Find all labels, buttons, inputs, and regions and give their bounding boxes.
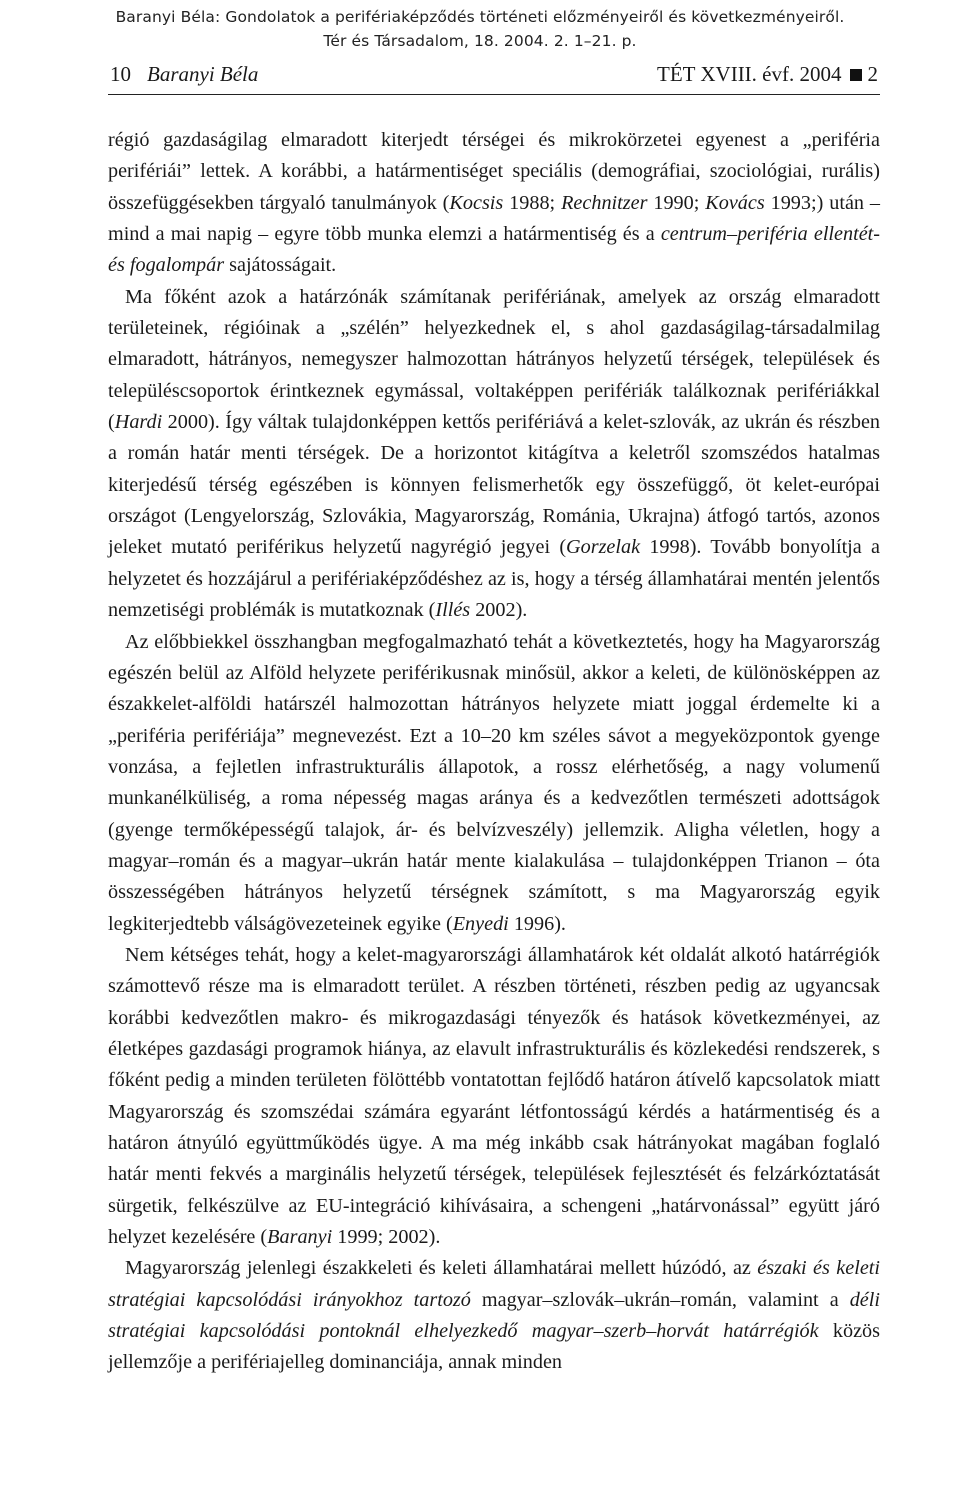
italic-run: Hardi (114, 411, 163, 434)
running-head-left (110, 62, 258, 87)
italic-run: Kovács (705, 191, 765, 214)
journal-issue: TÉT XVIII. évf. 2004 (657, 62, 842, 86)
text-run: Az előbbiekkel összhangban megfogalmazható tehát a következtetés, hogy ha Magyarország egészén belül az Alföld helyzete periférikusnak minősül, akkor a keleti, de különösképpen az északkelet-alföldi határszél halmozottan hátrányos helyzete miatt joggal érdemelte ki a „periféria perifériája” megnevezést. Ezt a 10–20 km széles sávot a megyeközpontok gyenge vonzása, a fejletlen infrastrukturális állapotok, a rossz elérhetőség, a nagy volumenű munkanélküliség, a roma népesség magas aránya és a kedvezőtlen természeti adottságok (gyenge termőképességű talajok, ár- és belvízveszély) jellemzik. Aligha véletlen, hogy a magyar–román és a magyar–ukrán határ mente kialakulása – tulajdonképpen Trianon – óta összességében hátrányos helyzetű térségnek számított, s ma Magyarország egyik legkiterjedtebb válságövezeteinek egyike ( (108, 630, 880, 935)
text-run: közös jellemzője a perifériajelleg dominanciája, annak minden (108, 1320, 880, 1374)
text-run: magyar–szlovák–ukrán–román, valamint a (470, 1288, 850, 1311)
page-number: 10 (110, 62, 131, 86)
italic-run: Baranyi (267, 1226, 333, 1249)
running-head (108, 60, 880, 95)
text-run: 1990; (647, 191, 706, 214)
italic-run: Gorzelak (566, 536, 641, 559)
italic-run: Rechnitzer (561, 191, 648, 214)
text-run: Magyarország jelenlegi északkeleti és keleti államhatárai mellett húzódó, az (125, 1257, 758, 1280)
paragraph-3 (108, 627, 880, 940)
text-run: 1988; (503, 191, 562, 214)
paragraph-1 (108, 125, 880, 282)
paragraph-2 (108, 282, 880, 627)
italic-run: déli stratégiai kapcsolódási pontoknál elhelyezkedő magyar–szerb–horvát határrégiók (108, 1288, 880, 1343)
text-run: régió gazdaságilag elmaradott kiterjedt térségei és mikrokörzetei egyenest a „periféria perifériái” lettek. A korábbi, a határmentiséget speciális (demográfiai, szociológiai, rurális) összefüggésekben tárgyaló tanulmányok ( (108, 129, 880, 214)
text-run: 1996). (508, 912, 566, 935)
paragraph-5 (108, 1253, 880, 1378)
text-run: Nem kétséges tehát, hogy a kelet-magyarországi államhatárok két oldalát alkotó határrégiók számottevő része ma is elmaradott terület. A részben történeti, részben pedig az ugyancsak korábbi kedvezőtlen makro- és mikrogazdasági tényezők és hatások következményei, az életképes gazdasági programok hiánya, az elavult infrastrukturális és közlekedési rendszerek, s főként pedig a minden területen fölöttébb vontatottan fejlődő határon átívelő kapcsolatok miatt Magyarország és szomszédai számára egyaránt létfontosságú kérdés a határmentiség és a határon átnyúló együttműködés ügye. A ma még inkább csak hátrányokat magában foglaló határ menti fekvés a marginális helyzetű térségek, települések fejlesztését és felzárkóztatását sürgetik, felkészülve az EU-integráció kihívásaira, a schengeni „határvonással” együtt járó helyzet kezelésére ( (108, 943, 880, 1249)
italic-run: Kocsis (449, 191, 504, 214)
text-run: 2000). Így váltak tulajdonképpen kettős perifériává a kelet-szlovák, az ukrán és részben a román határ menti térségek. De a horizontot kitágítva a keletről szomszédos hatalmas kiterjedésű térség egészében is könnyen felismerhetők egy összefüggő, öt kelet-európai országot (Lengyelország, Szlovákia, Magyarország, Románia, Ukrajna) átfogó tartós, azonos jeleket mutató periférikus helyzetű nagyrégió jegyei ( (108, 411, 880, 559)
text-run: 2002). (470, 599, 528, 622)
square-bullet-icon (850, 69, 862, 81)
text-run: Ma főként azok a határzónák számítanak perifériának, amelyek az ország elmaradott területeinek, régióinak a „szélén” helyezkednek el, s ahol gazdaságilag-társadalmilag elmaradott, hátrányos, nemegyszer halmozottan hátrányos helyzetű térségek, települések és településcsoportok érintkeznek egymással, voltaképpen perifériák találkoznak perifériákkal ( (108, 285, 880, 434)
paragraph-4 (108, 940, 880, 1253)
article-body (108, 125, 880, 1379)
citation-line-2: Tér és Társadalom, 18. 2004. 2. 1–21. p. (323, 32, 637, 50)
text-run: sajátosságait. (224, 254, 337, 277)
text-run: 1993;) után – mind a mai napig – egyre több munka elemzi a határmentiség és a (108, 191, 881, 246)
italic-run: Enyedi (452, 912, 509, 935)
italic-run: északi és keleti stratégiai kapcsolódási irányokhoz tartozó (108, 1257, 880, 1311)
italic-run: centrum–periféria ellentét- és fogalompár (108, 223, 881, 277)
italic-run: Illés (435, 599, 471, 622)
text-run: 1998). Tovább bonyolítja a helyzetet és hozzájárul a perifériaképződéshez az is, hogy a térség államhatárai mentén jelentős nemzetiségi problémák is mutatkoznak ( (108, 536, 880, 622)
citation-line-1: Baranyi Béla: Gondolatok a perifériaképződés történeti előzményeiről és következményeiről. (115, 8, 845, 26)
running-head-right (657, 62, 878, 87)
issue-number: 2 (867, 62, 878, 86)
running-head-author: Baranyi Béla (147, 62, 259, 86)
text-run: 1999; 2002). (332, 1226, 441, 1249)
